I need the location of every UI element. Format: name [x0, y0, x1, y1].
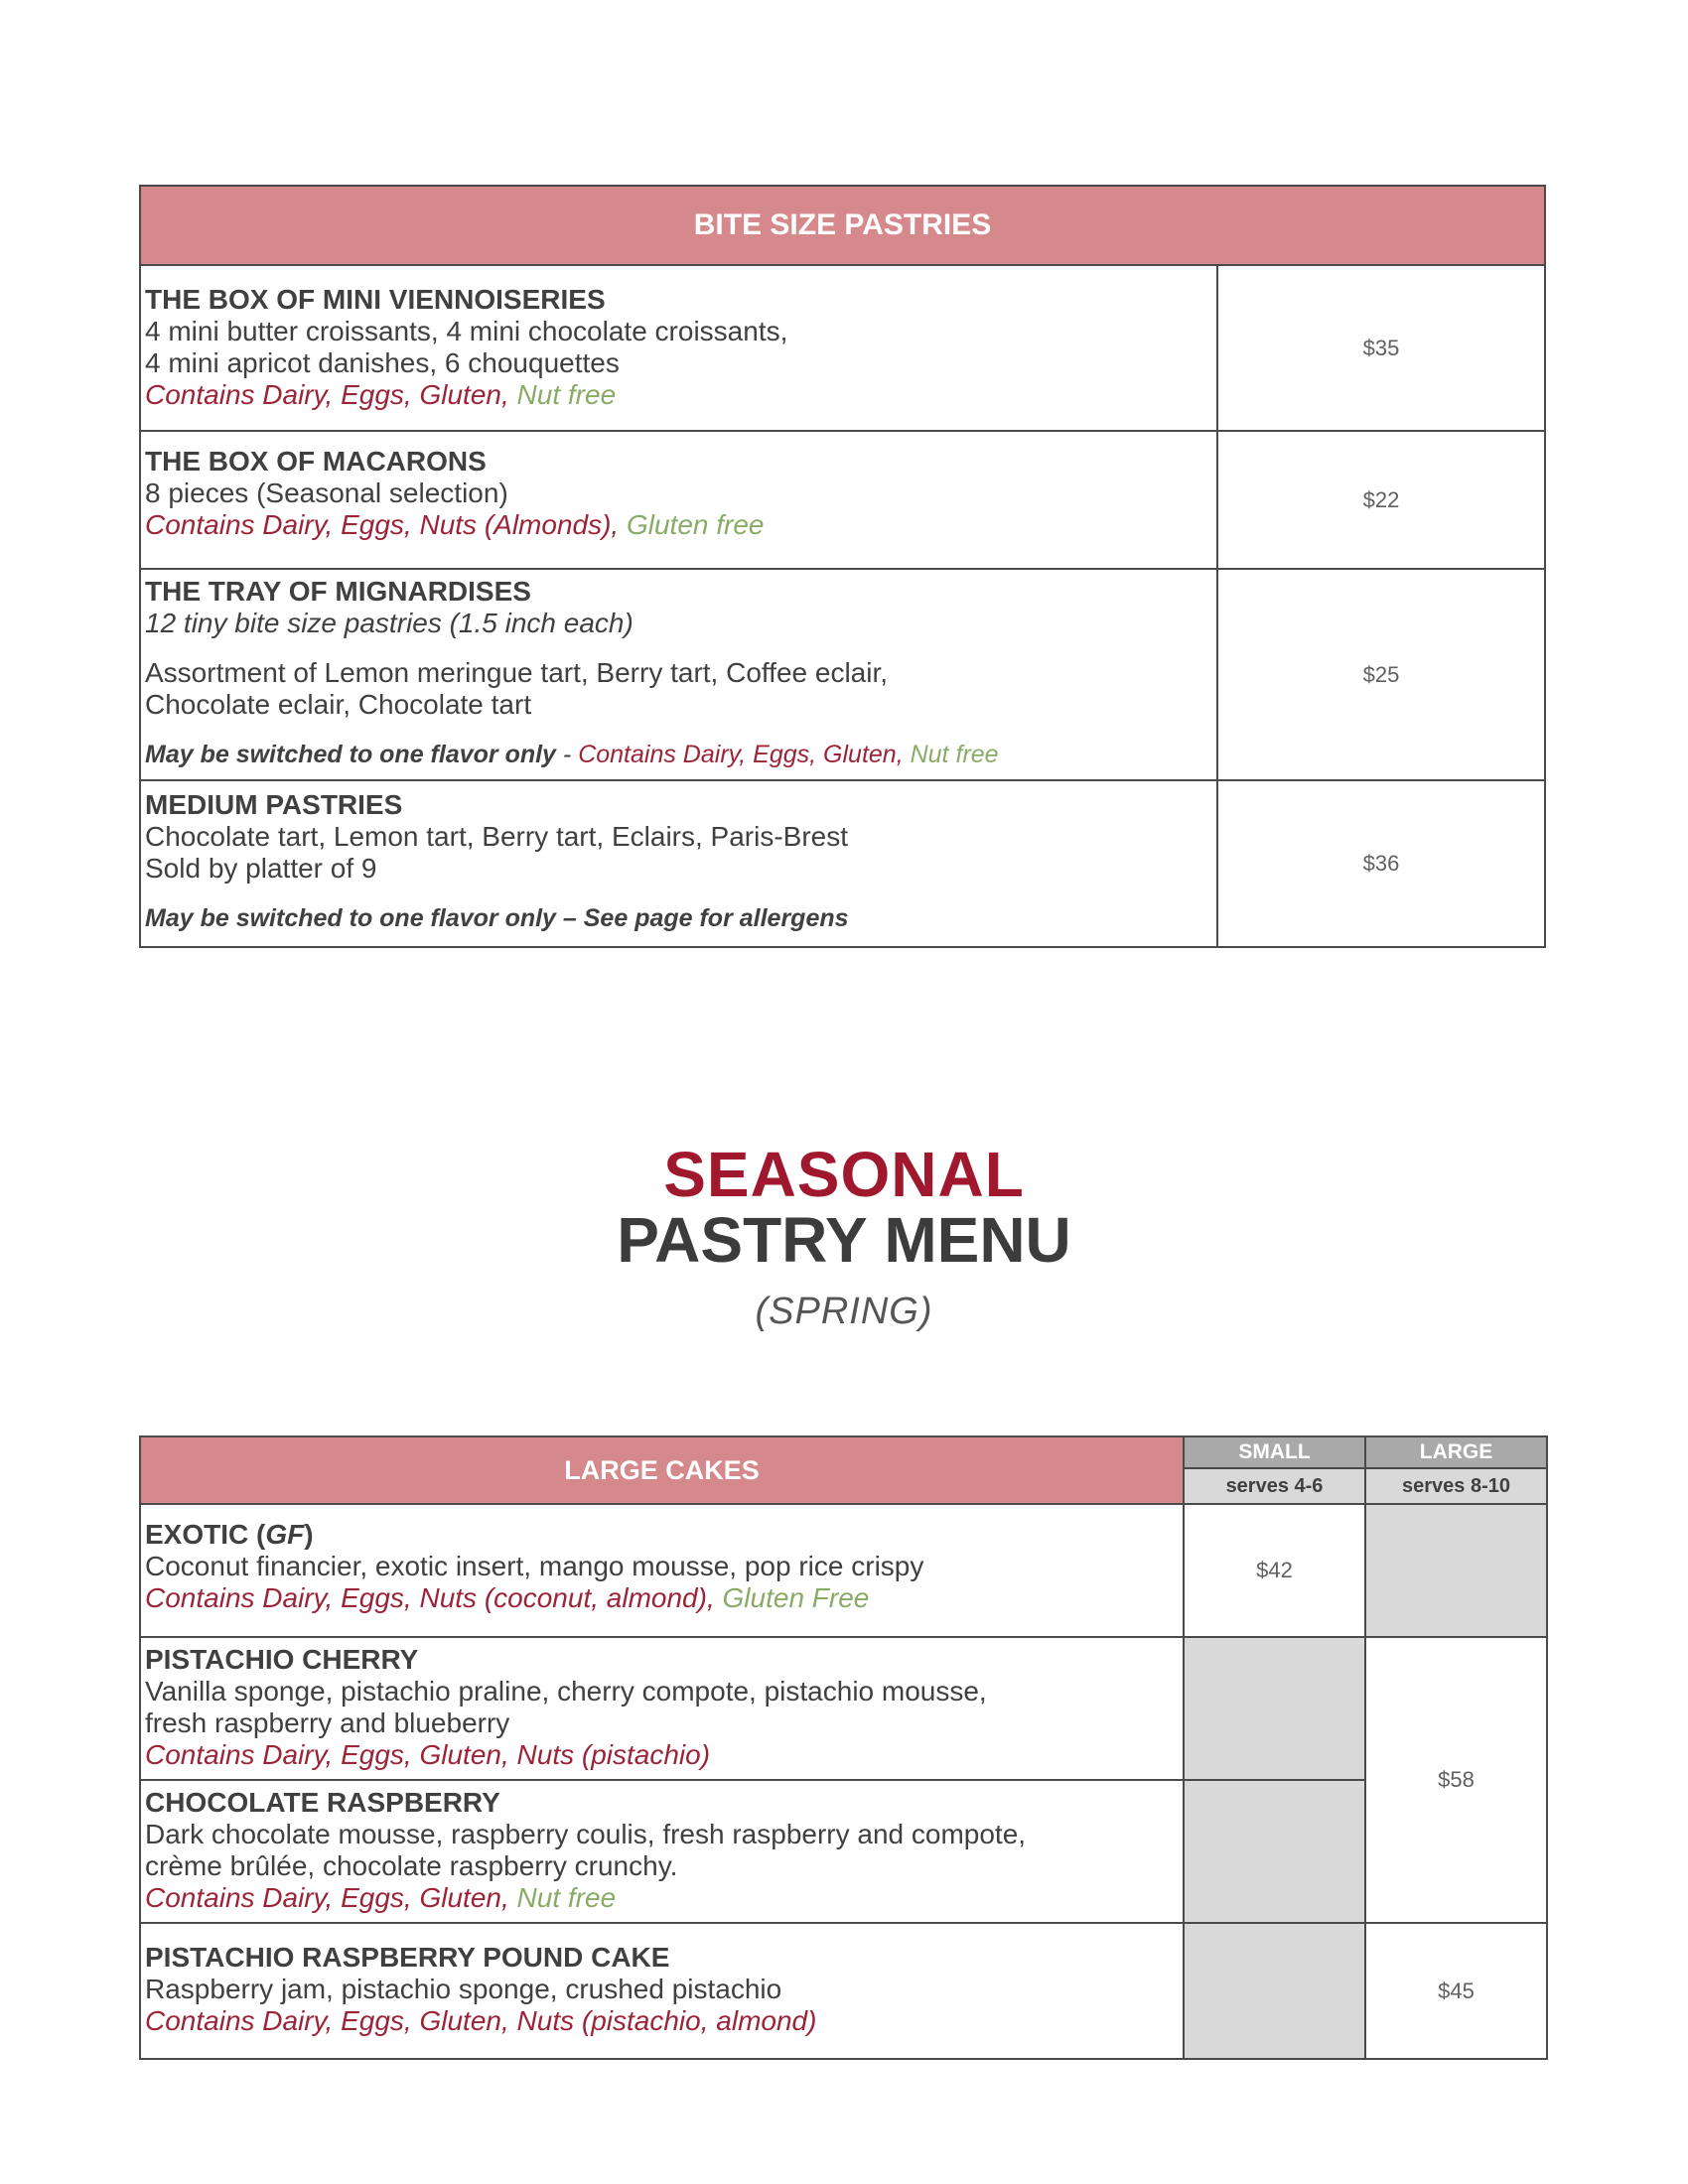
allergens: Contains Dairy, Eggs, Gluten,	[578, 741, 904, 768]
allergens: Contains Dairy, Eggs, Gluten, Nuts (pistachio)	[145, 1739, 711, 1770]
item-description: Raspberry jam, pistachio sponge, crushed pistachio	[145, 1974, 782, 2004]
free-from: Nut free	[903, 741, 999, 768]
table-row	[140, 1637, 1547, 1780]
large-serves: serves 8-10	[1365, 1468, 1547, 1504]
large-cakes-header: LARGE CAKES	[140, 1436, 1184, 1504]
item-note	[145, 739, 1212, 770]
small-size-label: SMALL	[1184, 1436, 1365, 1468]
large-size-label: LARGE	[1365, 1436, 1547, 1468]
shared-large-price: $58	[1365, 1637, 1547, 1923]
allergens: Contains Dairy, Eggs, Nuts (Almonds),	[145, 509, 620, 540]
menu-title	[0, 1139, 1688, 1333]
free-from: Gluten free	[619, 509, 765, 540]
item-description: Sold by platter of 9	[145, 853, 377, 884]
item-cell	[140, 265, 1217, 431]
item-cell	[140, 1923, 1184, 2059]
item-description: 8 pieces (Seasonal selection)	[145, 478, 508, 508]
allergen-line	[145, 1582, 1179, 1614]
item-description: fresh raspberry and blueberry	[145, 1707, 510, 1738]
item-description: crème brûlée, chocolate raspberry crunchy.	[145, 1850, 678, 1881]
item-name: THE BOX OF MINI VIENNOISERIES	[145, 284, 606, 315]
item-description: Coconut financier, exotic insert, mango mousse, pop rice crispy	[145, 1551, 924, 1581]
item-name: PISTACHIO RASPBERRY POUND CAKE	[145, 1942, 670, 1973]
large-cakes-table	[139, 1435, 1548, 2060]
table-row	[140, 1780, 1547, 1923]
item-name: CHOCOLATE RASPBERRY	[145, 1787, 500, 1818]
item-cell	[140, 569, 1217, 780]
item-name: THE TRAY OF MIGNARDISES	[145, 576, 531, 607]
allergen-line	[145, 509, 1212, 541]
item-name: PISTACHIO CHERRY	[145, 1644, 419, 1675]
title-pastry-menu: PASTRY MENU	[617, 1204, 1071, 1276]
allergens: Contains Dairy, Eggs, Gluten,	[145, 379, 509, 410]
table-row	[140, 780, 1545, 947]
free-from: Nut free	[508, 379, 617, 410]
table-row	[140, 1923, 1547, 2059]
price: $35	[1217, 265, 1545, 431]
price: $25	[1217, 569, 1545, 780]
item-cell	[140, 780, 1217, 947]
allergen-line	[145, 379, 1212, 411]
item-cell	[140, 431, 1217, 569]
bite-size-pastries-table	[139, 185, 1546, 948]
item-cell	[140, 1637, 1184, 1780]
small-price-empty	[1184, 1923, 1365, 2059]
small-price-empty	[1184, 1780, 1365, 1923]
flavor-note: May be switched to one flavor only	[145, 741, 556, 768]
price: $36	[1217, 780, 1545, 947]
item-cell	[140, 1504, 1184, 1637]
bite-size-header: BITE SIZE PASTRIES	[140, 186, 1545, 265]
item-description: Dark chocolate mousse, raspberry coulis, fresh raspberry and compote,	[145, 1819, 1027, 1849]
item-note: May be switched to one flavor only – See page for allergens	[145, 904, 849, 932]
item-name: EXOTIC (GF)	[145, 1519, 314, 1550]
table-row	[140, 1504, 1547, 1637]
item-description: 4 mini apricot danishes, 6 chouquettes	[145, 347, 620, 378]
title-season: (SPRING)	[755, 1291, 933, 1332]
table-row	[140, 569, 1545, 780]
free-from: Gluten Free	[714, 1582, 870, 1613]
price: $22	[1217, 431, 1545, 569]
small-price: $42	[1184, 1504, 1365, 1637]
small-price-empty	[1184, 1637, 1365, 1780]
allergens: Contains Dairy, Eggs, Gluten,	[145, 1882, 509, 1913]
gluten-free-tag: GF	[265, 1519, 305, 1550]
title-seasonal: SEASONAL	[663, 1139, 1025, 1210]
allergen-line	[145, 1882, 1179, 1914]
item-cell	[140, 1780, 1184, 1923]
table-row	[140, 431, 1545, 569]
allergens: Contains Dairy, Eggs, Nuts (coconut, almond),	[145, 1582, 715, 1613]
note-separator: -	[555, 741, 579, 768]
item-name: THE BOX OF MACARONS	[145, 446, 487, 477]
item-description: Chocolate eclair, Chocolate tart	[145, 689, 532, 720]
item-description: Chocolate tart, Lemon tart, Berry tart, Eclairs, Paris-Brest	[145, 821, 849, 852]
large-price-empty	[1365, 1504, 1547, 1637]
small-serves: serves 4-6	[1184, 1468, 1365, 1504]
item-description: 4 mini butter croissants, 4 mini chocolate croissants,	[145, 316, 788, 346]
table-row	[140, 265, 1545, 431]
item-subtitle: 12 tiny bite size pastries (1.5 inch each)	[145, 608, 633, 638]
item-description: Assortment of Lemon meringue tart, Berry tart, Coffee eclair,	[145, 657, 889, 688]
free-from: Nut free	[508, 1882, 617, 1913]
item-name: MEDIUM PASTRIES	[145, 789, 403, 820]
item-description: Vanilla sponge, pistachio praline, cherry compote, pistachio mousse,	[145, 1676, 987, 1706]
allergens: Contains Dairy, Eggs, Gluten, Nuts (pistachio, almond)	[145, 2005, 817, 2036]
large-price: $45	[1365, 1923, 1547, 2059]
